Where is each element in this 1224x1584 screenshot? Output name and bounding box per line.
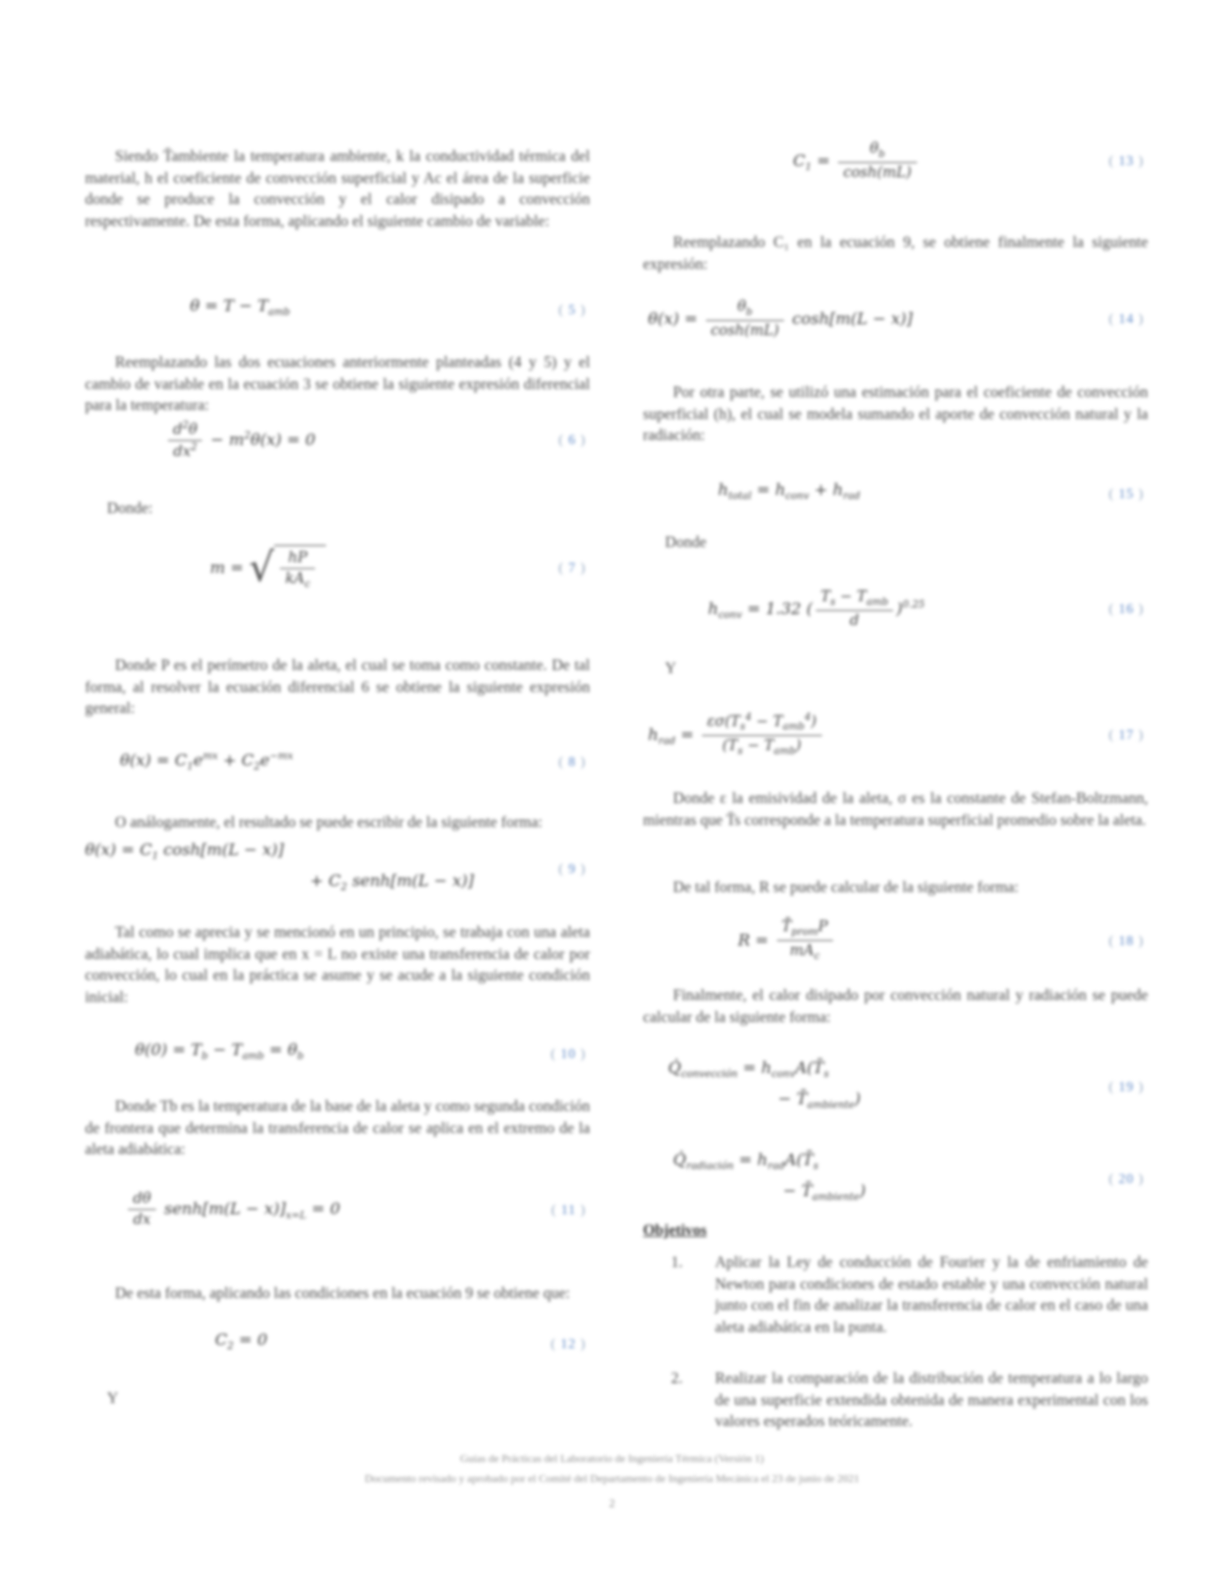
paragraph: Finalmente, el calor disipado por convección natural y radiación se puede calcular de la siguiente forma: — [643, 987, 1148, 1026]
section-heading-objetivos: Objetivos — [643, 1222, 707, 1239]
paragraph: Reemplazando C₁ en la ecuación 9, se obtiene finalmente la siguiente expresión: — [643, 234, 1148, 273]
equation-line: $\frac{d^2\theta}{dx^2}$ − $m^2\theta(x) = 0$ — [85, 420, 590, 461]
footer-line-1: Guías de Prácticas del Laboratorio de Ingeniería Térmica (Versión 1) — [460, 1453, 764, 1465]
equation-number: ( 7 ) — [558, 560, 586, 576]
equation-line: $h_{conv} = 1.32$ ( $\frac{T_s - T_{amb}}{d}$ )$^{0.25}$ — [708, 589, 925, 630]
equation-line: + $C_2$ senh[m(L − x)] — [310, 871, 474, 894]
equation-number: ( 19 ) — [1108, 1079, 1144, 1095]
equation-number: ( 8 ) — [558, 754, 586, 770]
equation-line: $\theta = T - T_{amb}$ — [190, 296, 290, 319]
text-label: Donde: — [107, 500, 153, 517]
equation-12 — [85, 1328, 590, 1359]
equation-number: ( 6 ) — [558, 432, 586, 448]
equation-11 — [85, 1190, 590, 1229]
equation-line: $\theta(0) = T_b - T_{amb} = \theta_b$ — [135, 1040, 304, 1063]
equation-number: ( 17 ) — [1108, 727, 1144, 743]
equation-line: $\theta(x) = C_1$ cosh[m(L − x)] — [85, 840, 284, 863]
equation-line: $Q̇_{radiación}$ = $h_{rad}A(T̄_s$ — [673, 1150, 819, 1173]
paragraph: O análogamente, el resultado se puede escribir de la siguiente forma: — [115, 814, 543, 831]
text-label: Donde — [665, 534, 707, 551]
equation-line: m = √ $\frac{hP}{kA_c}$ — [85, 545, 590, 592]
equation-number: ( 20 ) — [1108, 1171, 1144, 1187]
right-column — [643, 0, 1148, 1584]
equation-line: $\theta(x) = C_1e^{mx} + C_2e^{-mx}$ — [120, 750, 294, 773]
equation-number: ( 14 ) — [1108, 311, 1144, 327]
equation-line: $Q̇_{convección}$ = $h_{conv}A(T̄_s$ — [668, 1058, 829, 1081]
equation-16 — [643, 588, 1148, 631]
text-label: Y — [665, 660, 677, 677]
equation-17 — [643, 712, 1148, 759]
equation-line: − $T̄_{ambiente}$) — [783, 1181, 866, 1204]
equation-6 — [85, 420, 590, 461]
equation-number: ( 13 ) — [1108, 153, 1144, 169]
paragraph: Por otra parte, se utilizó una estimación para el coeficiente de convección superficial (h), el cual se modela sumando el aporte de convección natural y la radiación: — [643, 384, 1148, 444]
equation-number: ( 18 ) — [1108, 932, 1144, 948]
list-item-marker: 1. — [671, 1254, 683, 1271]
paragraph: Siendo T̄ambiente la temperatura ambiente, k la conductividad térmica del material, h el coeficiente de convección superficial y Ac el área de la superficie donde se produce la convección y el calor disipado a convección respectivamente. De esta forma, aplicando el siguiente cambio de variable: — [85, 148, 590, 230]
text-label: Y — [107, 1390, 119, 1407]
equation-13 — [643, 140, 1148, 183]
equation-5 — [85, 294, 590, 325]
footer-line-2: Documento revisado y aprobado por el Comité del Departamento de Ingeniería Mecánica el 23 de junio de 2021 — [364, 1473, 860, 1485]
equation-number: ( 5 ) — [558, 301, 586, 317]
equation-line: $C_1$ = $\frac{\theta_b}{\cosh(mL)}$ — [643, 140, 1148, 183]
equation-line: $C_2 = 0$ — [215, 1330, 268, 1353]
equation-10 — [85, 1038, 590, 1069]
objective-list-item: 2. Realizar la comparación de la distribución de temperatura a lo largo de una superficie extendida obtenida de manera experimental con los valores esperados teóricamente. — [671, 1370, 1148, 1430]
page-number: 2 — [609, 1498, 615, 1510]
paragraph: De tal forma, R se puede calcular de la siguiente forma: — [673, 879, 1019, 896]
equation-9 — [85, 838, 590, 900]
equation-line: − $T̄_{ambiente}$) — [778, 1089, 861, 1112]
equation-19 — [643, 1056, 1148, 1118]
paragraph: Donde ε la emisividad de la aleta, σ es la constante de Stefan-Boltzmann, mientras que T̄s corresponde a la temperatura superficial promedio sobre la aleta. — [643, 790, 1148, 829]
equation-number: ( 16 ) — [1108, 601, 1144, 617]
equation-14 — [643, 298, 1148, 341]
equation-8 — [85, 745, 590, 780]
equation-line: θ(x) = $\frac{\theta_b}{\cosh(mL)}$ cosh[m(L − x)] — [648, 299, 913, 340]
paragraph: De esta forma, aplicando las condiciones en la ecuación 9 se obtiene que: — [115, 1285, 570, 1302]
objective-list-item: 1. Aplicar la Ley de conducción de Fourier y la de enfriamiento de Newton para condiciones de estado estable y una convección natural junto con el fin de analizar la transferencia de calor en el caso de una aleta adiabática en la punta. — [671, 1254, 1148, 1336]
equation-line: $h_{total} = h_{conv} + h_{rad}$ — [718, 480, 861, 503]
paragraph: Tal como se aprecia y se mencionó en un principio, se trabaja con una aleta adiabática, lo cual implica que en x = L no existe una transferencia de calor por convección, lo cual en la práctica se asume y se acude a la siguiente condición inicial: — [85, 924, 590, 1006]
equation-number: ( 9 ) — [558, 861, 586, 877]
equation-number: ( 11 ) — [551, 1201, 586, 1217]
paragraph: Reemplazando las dos ecuaciones anteriormente planteadas (4 y 5) y el cambio de variable en la ecuación 3 se obtiene la siguiente expresión diferencial para la temperatura: — [85, 354, 590, 414]
equation-18 — [643, 918, 1148, 964]
equation-number: ( 12 ) — [550, 1335, 586, 1351]
equation-20 — [643, 1148, 1148, 1210]
equation-line: $h_{rad}$ = $\frac{\varepsilon\sigma(T_s^4 - T_{amb}^4)}{(T_s - T_{amb})}$ — [643, 712, 1148, 759]
paragraph: Donde Tb es la temperatura de la base de la aleta y como segunda condición de frontera que determina la transferencia de calor se aplica en el extremo de la aleta adiabática: — [85, 1098, 590, 1158]
paragraph: Donde P es el perímetro de la aleta, el cual se toma como constante. De tal forma, al resolver la ecuación diferencial 6 se obtiene la siguiente expresión general: — [85, 657, 590, 717]
equation-7 — [85, 545, 590, 592]
equation-line: R = $\frac{T̄_{prom}P}{mA_c}$ — [643, 918, 1148, 964]
equation-15 — [643, 478, 1148, 509]
equation-number: ( 15 ) — [1108, 485, 1144, 501]
equation-line: $\frac{d\theta}{dx}$ senh[m(L − $x)]_{x=L} = 0$ — [85, 1190, 590, 1229]
left-column — [85, 0, 590, 1584]
equation-number: ( 10 ) — [550, 1045, 586, 1061]
list-item-marker: 2. — [671, 1370, 683, 1387]
